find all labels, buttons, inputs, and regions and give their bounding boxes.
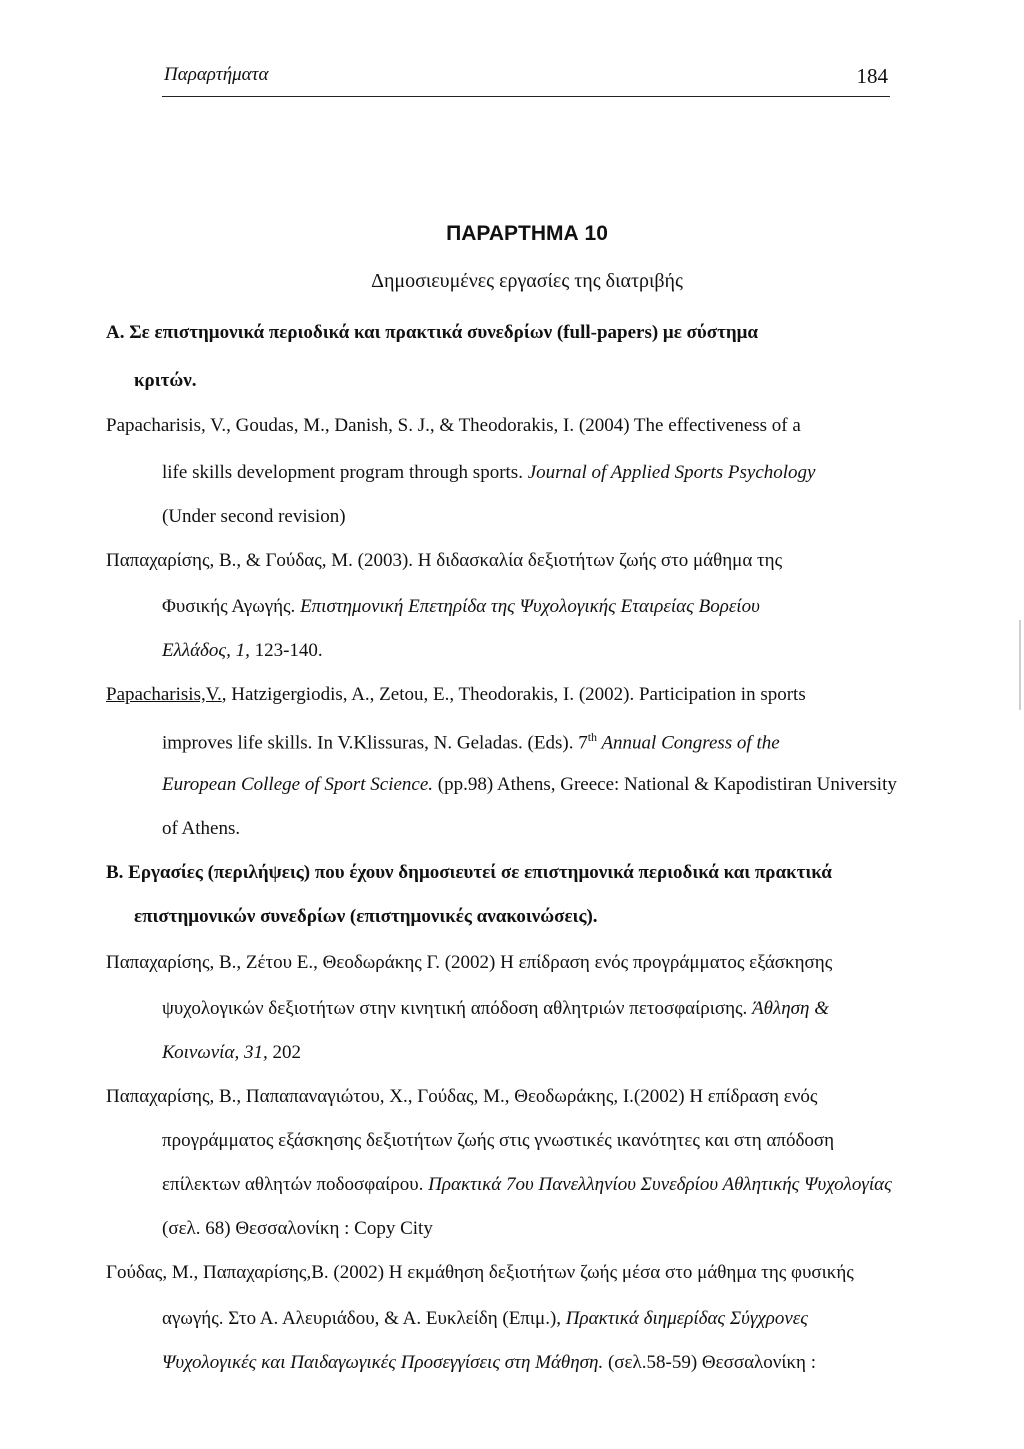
- reference-5-text: προγράμματος εξάσκησης δεξιοτήτων ζωής στις γνωστικές ικανότητες και στη απόδοση: [162, 1130, 835, 1151]
- reference-1-line-1: [106, 415, 801, 437]
- reference-3-congress: Annual Congress of the: [597, 732, 780, 754]
- reference-2-line-3: [162, 640, 323, 662]
- appendix-title: ΠΑΡΑΡΤΗΜΑ 10: [446, 222, 608, 245]
- reference-4-line-1: [106, 952, 832, 974]
- reference-5-line-2: [162, 1130, 834, 1152]
- scan-edge-mark: [1019, 620, 1021, 710]
- reference-1-status: (Under second revision): [162, 506, 346, 527]
- reference-1-text: Papacharisis, V., Goudas, M., Danish, S. J., & Theodorakis, I. (2004) The effectiveness of a: [106, 415, 801, 436]
- reference-3-line-2: [162, 730, 780, 754]
- reference-3-college: European College of Sport Science.: [162, 774, 434, 795]
- reference-2-text: Παπαχαρίσης, Β., & Γούδας, Μ. (2003). Η διδασκαλία δεξιοτήτων ζωής στο μάθημα της: [106, 550, 783, 571]
- reference-6-line-1: [106, 1262, 854, 1284]
- reference-3-text: , Hatzigergiodis, A., Zetou, E., Theodorakis, I. (2002). Participation in sports: [221, 684, 806, 705]
- reference-3-text: of Athens.: [162, 818, 241, 839]
- section-b-heading: [106, 862, 832, 884]
- reference-4-text: ψυχολογικών δεξιοτήτων στην κινητική απόδοση αθλητριών πετοσφαίρισης.: [162, 998, 753, 1019]
- section-b-line1: Β. Εργασίες (περιλήψεις) που έχουν δημοσιευτεί σε επιστημονικά περιοδικά και πρακτικά: [106, 862, 832, 883]
- reference-6-pages: (σελ.58-59) Θεσσαλονίκη :: [603, 1352, 816, 1373]
- section-a-heading-cont: [134, 370, 197, 392]
- reference-1-line-3: [162, 506, 346, 528]
- reference-3-publisher: (pp.98) Athens, Greece: National & Kapodistiran University: [433, 774, 897, 795]
- reference-6-text: Γούδας, Μ., Παπαχαρίσης,Β. (2002) Η εκμάθηση δεξιοτήτων ζωής μέσα στο μάθημα της φυσικής: [106, 1262, 854, 1283]
- reference-2-line-2: [162, 596, 760, 618]
- reference-2-line-1: [106, 550, 782, 572]
- reference-2-text: Φυσικής Αγωγής.: [162, 596, 301, 617]
- appendix-subtitle: Δημοσιευμένες εργασίες της διατριβής: [371, 270, 683, 292]
- reference-3-line-4: [162, 818, 240, 840]
- reference-3-line-3: [162, 774, 897, 796]
- reference-5-line-3: [162, 1174, 892, 1196]
- reference-2-journal: Επιστημονική Επετηρίδα της Ψυχολογικής Εταιρείας Βορείου: [300, 596, 760, 617]
- section-a-heading: [106, 322, 758, 344]
- section-a-line1: Α. Σε επιστημονικά περιοδικά και πρακτικά συνεδρίων (full-papers) με σύστημα: [106, 322, 759, 343]
- reference-1-journal: Journal of Applied Sports Psychology: [527, 462, 816, 483]
- reference-5-line-1: [106, 1086, 817, 1108]
- reference-5-publisher: (σελ. 68) Θεσσαλονίκη : Copy City: [162, 1218, 433, 1239]
- reference-6-line-2: [162, 1308, 808, 1330]
- reference-6-proceedings-cont: Ψυχολογικές και Παιδαγωγικές Προσεγγίσεις στη Μάθηση.: [162, 1352, 604, 1373]
- reference-4-journal: Άθληση &: [752, 998, 829, 1019]
- reference-1-line-2: [162, 462, 816, 484]
- reference-4-line-2: [162, 998, 829, 1020]
- reference-1-text: life skills development program through sports.: [162, 462, 528, 483]
- reference-6-proceedings: Πρακτικά διημερίδας Σύγχρονες: [565, 1308, 808, 1329]
- page-header: [162, 60, 890, 97]
- reference-2-pages: 123-140.: [249, 640, 323, 661]
- page-number: 184: [856, 64, 888, 88]
- reference-6-line-3: [162, 1352, 816, 1374]
- section-a-line2: κριτών.: [134, 370, 197, 391]
- reference-5-proceedings: Πρακτικά 7ου Πανελληνίου Συνεδρίου Αθλητικής Ψυχολογίας: [428, 1174, 892, 1195]
- reference-5-text: Παπαχαρίσης, Β., Παπαπαναγιώτου, Χ., Γούδας, Μ., Θεοδωράκης, Ι.(2002) Η επίδραση ενός: [106, 1086, 818, 1107]
- section-b-line2: επιστημονικών συνεδρίων (επιστημονικές ανακοινώσεις).: [134, 906, 598, 927]
- section-b-heading-cont: [134, 906, 598, 928]
- reference-4-volume: Κοινωνία, 31,: [162, 1042, 268, 1063]
- reference-2-volume: Ελλάδος, 1,: [162, 640, 250, 661]
- reference-4-line-3: [162, 1042, 301, 1064]
- running-title: Παραρτήματα: [164, 64, 269, 85]
- reference-5-text: επίλεκτων αθλητών ποδοσφαίρου.: [162, 1174, 429, 1195]
- reference-3-text: improves life skills. In V.Klissuras, N. Geladas. (Eds). 7: [162, 732, 588, 754]
- reference-6-text: αγωγής. Στο Α. Αλευριάδου, & Α. Ευκλείδη (Επιμ.),: [162, 1308, 566, 1329]
- reference-4-text: Παπαχαρίσης, Β., Ζέτου Ε., Θεοδωράκης Γ. (2002) Η επίδραση ενός προγράμματος εξάσκησης: [106, 952, 833, 973]
- reference-3-author: Papacharisis,V.: [106, 684, 222, 705]
- reference-5-line-4: [162, 1218, 433, 1240]
- reference-3-line-1: [106, 684, 806, 706]
- reference-4-pages: 202: [267, 1042, 301, 1063]
- reference-3-superscript: th: [587, 730, 598, 744]
